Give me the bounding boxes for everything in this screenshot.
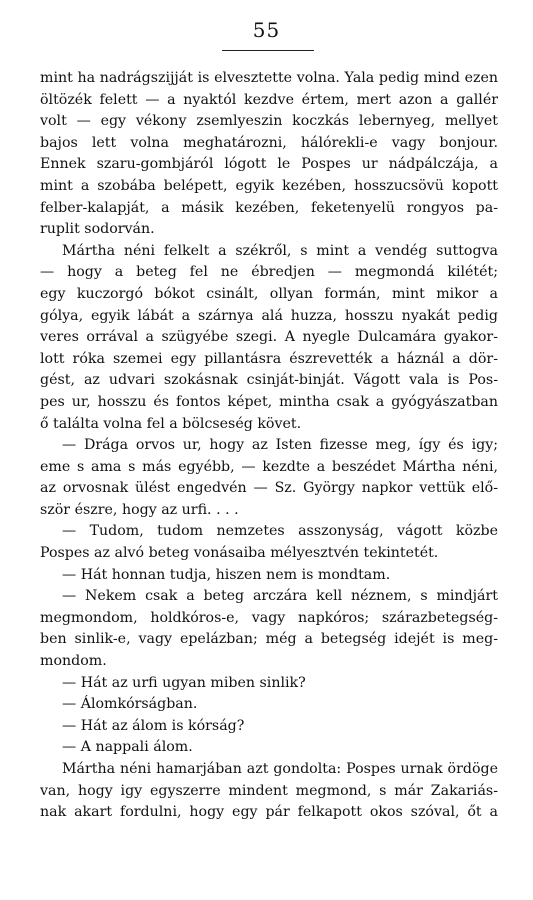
- text-line: pes ur, hosszu és fontos képet, mintha csak a gyógyászatban: [40, 393, 498, 410]
- text-line: — hogy a beteg fel ne ébredjen — megmondá kilétét;: [40, 264, 498, 281]
- text-line: lott róka szemei egy pillantásra észrevették a háznál a dör-: [40, 350, 498, 367]
- text-line: nak akart fordulni, hogy egy pár felkapott okos szóval, őt a: [40, 804, 498, 821]
- text-line: öltözék felett — a nyaktól kezdve értem, mert azon a gallér: [40, 91, 498, 108]
- text-line: bajos lett volna meghatározni, hálórekli-e vagy bonjour.: [40, 134, 498, 151]
- text-line: mint ha nadrágszijját is elvesztette volna. Yala pedig mind ezen: [40, 70, 498, 86]
- text-line: volt — egy vékony zsemlyeszin koczkás lebernyeg, mellyet: [40, 113, 498, 130]
- text-line: Ennek szaru-gombjáról lógott le Pospes ur nádpálczája, a: [40, 156, 498, 173]
- text-line: — Hát honnan tudja, hiszen nem is mondtam.: [62, 566, 391, 583]
- text-line: megmondom, holdkóros-e, vagy napkóros; szárazbetegség-: [40, 609, 498, 626]
- text-line: — Drága orvos ur, hogy az Isten fizesse meg, így és igy;: [62, 437, 498, 454]
- text-line: gést, az udvari szokásnak csinját-binját. Vágott vala is Pos-: [40, 372, 498, 389]
- text-line: az orvosnak ülést engedvén — Sz. György napkor vettük elő-: [40, 480, 498, 497]
- text-line: eme s ama s más egyébb, — kezdte a beszédet Mártha néni,: [40, 458, 498, 475]
- text-line: — Nekem csak a beteg arczára kell néznem, s mindjárt: [62, 588, 498, 605]
- body-text: [40, 68, 498, 824]
- text-line: ször észre, hogy az urfi. . . .: [40, 501, 239, 518]
- text-line: — Hát az urfi ugyan miben sinlik?: [62, 674, 306, 691]
- text-line: ben sinlik-e, vagy epelázban; még a betegség idejét is meg-: [40, 631, 498, 648]
- text-line: veres orrával a szügyébe szegi. A nyegle Dulcamára gyakor-: [40, 329, 498, 346]
- text-line: van, hogy igy egyszerre mindent megmond, s már Zakariás-: [40, 782, 498, 799]
- text-line: ruplit sodorván.: [40, 221, 155, 238]
- text-line: Pospes az alvó beteg vonásaiba mélyesztvén tekintetét.: [40, 545, 439, 562]
- text-line: ő találta volna fel a bölcseség követ.: [40, 415, 302, 432]
- text-line: — A nappali álom.: [62, 739, 193, 756]
- text-line: gólya, egyik lábát a szárnya alá huzza, hosszu nyakát pedig: [40, 307, 498, 324]
- text-line: — Álomkórságban.: [62, 696, 198, 713]
- text-line: — Hát az álom is kórság?: [62, 717, 245, 734]
- text-line: mint a szobába belépett, egyik kezében, hosszucsövü kopott: [40, 177, 498, 194]
- page-number: 55: [252, 18, 281, 42]
- text-line: egy kuczorgó bókot csinált, ollyan formán, mint mikor a: [40, 285, 498, 302]
- text-line: Mártha néni felkelt a székről, s mint a vendég suttogva: [62, 242, 498, 259]
- text-line: — Tudom, tudom nemzetes asszonyság, vágott közbe: [62, 523, 498, 540]
- text-line: mondom.: [40, 653, 107, 670]
- text-line: Mártha néni hamarjában azt gondolta: Pospes urnak ördöge: [62, 761, 498, 777]
- text-line: felber-kalapját, a másik kezében, feketenyelü rongyos pa-: [40, 199, 498, 216]
- header-rule: [222, 50, 314, 51]
